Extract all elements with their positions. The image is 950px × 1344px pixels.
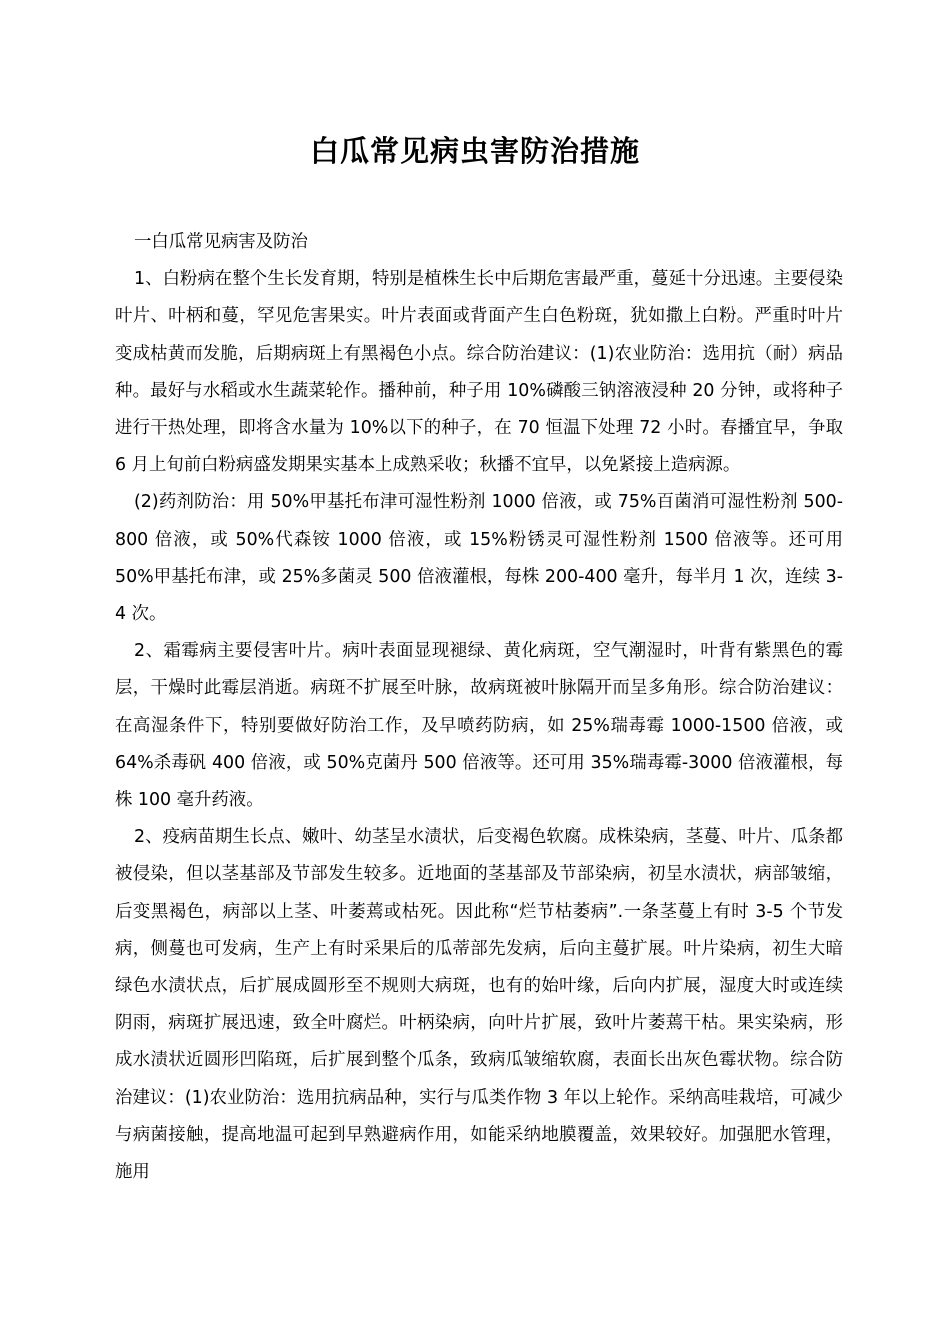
paragraph-powdery-mildew: 1、白粉病在整个生长发育期，特别是植株生长中后期危害最严重，蔓延十分迅速。主要侵染叶片、叶柄和蔓，罕见危害果实。叶片表面或背面产生白色粉斑，犹如撒上白粉。严重时叶片变成枯黄而发脆，后期病斑上有黑褐色小点。综合防治建议：(1)农业防治：选用抗（耐）病品种。最好与水稻或水生蔬菜轮作。播种前，种子用 10%磷酸三钠溶液浸种 20 分钟，或将种子进行干热处理，即将含水量为 10%以下的种子，在 70 恒温下处理 72 小时。春播宜早，争取 6 月上旬前白粉病盛发期果实基本上成熟采收；秋播不宜早，以免紧接上造病源。 <box>115 269 843 476</box>
document-body <box>115 224 843 1191</box>
paragraph-downy-mildew: 2、霜霉病主要侵害叶片。病叶表面显现褪绿、黄化病斑，空气潮湿时，叶背有紫黑色的霉层，干燥时此霉层消逝。病斑不扩展至叶脉，故病斑被叶脉隔开而呈多角形。综合防治建议：在高湿条件下，特别要做好防治工作，及早喷药防病，如 25%瑞毒霉 1000-1500 倍液，或 64%杀毒矾 400 倍液，或 50%克菌丹 500 倍液等。还可用 35%瑞毒霉-3000 倍液灌根，每株 100 毫升药液。 <box>115 641 843 811</box>
paragraph-chemical-control: (2)药剂防治：用 50%甲基托布津可湿性粉剂 1000 倍液，或 75%百菌消可湿性粉剂 500-800 倍液，或 50%代森铵 1000 倍液，或 15%粉锈灵可湿性粉剂 1500 倍液等。还可用 50%甲基托布津，或 25%多菌灵 500 倍液灌根，每株 200-400 毫升，每半月 1 次，连续 3-4 次。 <box>115 492 843 625</box>
document-title: 白瓜常见病虫害防治措施 <box>309 134 640 168</box>
paragraph-blight: 2、疫病苗期生长点、嫩叶、幼茎呈水渍状，后变褐色软腐。成株染病，茎蔓、叶片、瓜条都被侵染，但以茎基部及节部发生较多。近地面的茎基部及节部染病，初呈水渍状，病部皱缩，后变黑褐色，病部以上茎、叶萎蔫或枯死。因此称“烂节枯萎病”.一条茎蔓上有时 3-5 个节发病，侧蔓也可发病，生产上有时采果后的瓜蒂部先发病，后向主蔓扩展。叶片染病，初生大暗绿色水渍状点，后扩展成圆形至不规则大病斑，也有的始叶缘，后向内扩展，湿度大时或连续阴雨，病斑扩展迅速，致全叶腐烂。叶柄染病，向叶片扩展，致叶片萎蔫干枯。果实染病，形成水渍状近圆形凹陷斑，后扩展到整个瓜条，致病瓜皱缩软腐，表面长出灰色霉状物。综合防治建议：(1)农业防治：选用抗病品种，实行与瓜类作物 3 年以上轮作。采纳高哇栽培，可减少与病菌接触，提高地温可起到早熟避病作用，如能采纳地膜覆盖，效果较好。加强肥水管理，施用 <box>115 827 843 1183</box>
section-heading: 一白瓜常见病害及防治 <box>134 232 308 252</box>
